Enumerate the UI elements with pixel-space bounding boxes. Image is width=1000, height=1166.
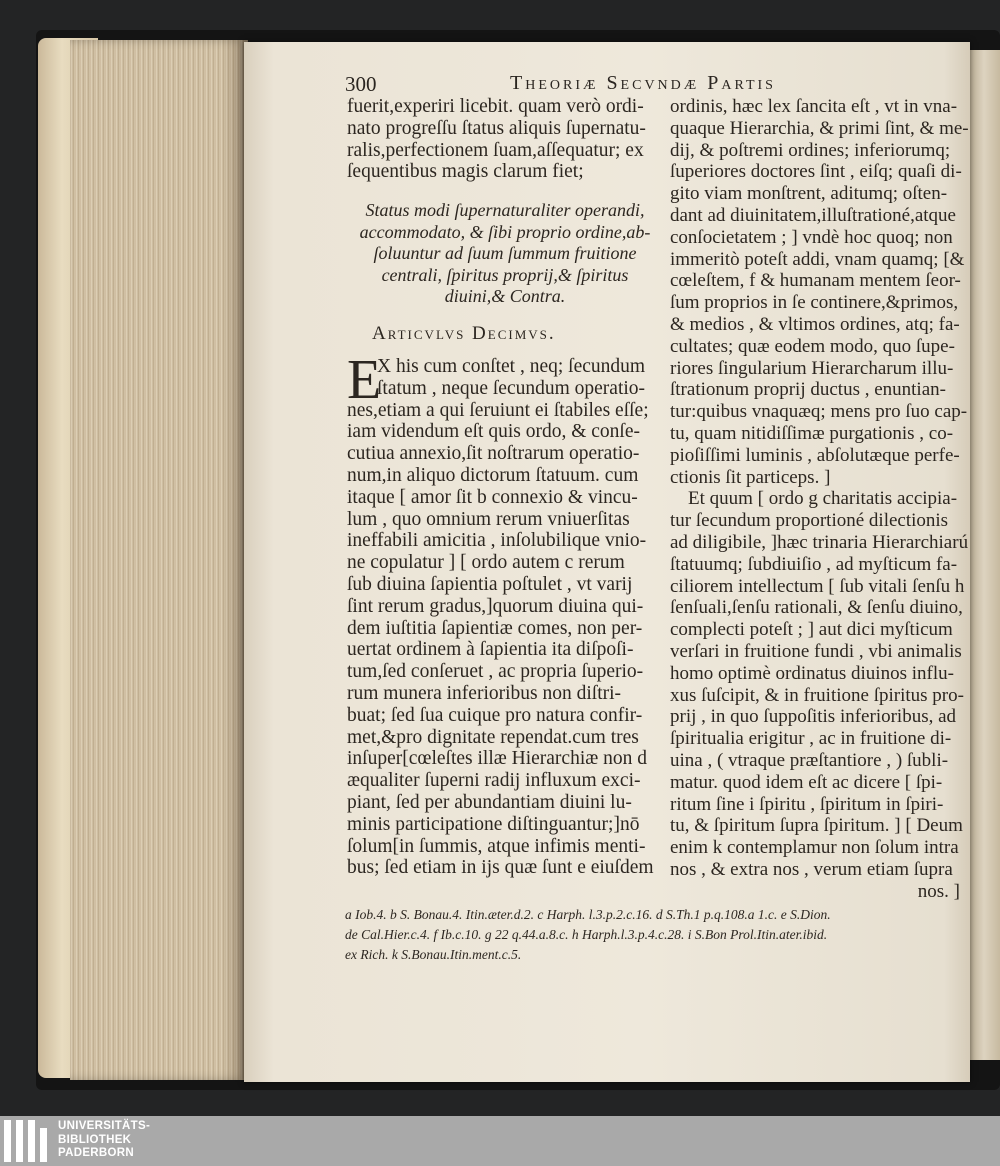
left-column-top [347,96,646,183]
text-line: ſenſuali,ſenſu rationali, & ſenſu diuino, [670,597,963,619]
text-line: nos. ] [917,880,960,902]
text-line: dij, & poſtremi ordines; inferiorumq; [670,139,951,161]
text-line: lum , quo omnium rerum vniuerſitas [347,508,630,530]
text-line: quaque Hierarchia, & primi ſint, & me- [670,117,969,139]
text-line: matur. quod idem eſt ac dicere [ ſpi- [670,771,943,793]
text-line: pioſiſſimi luminis , abſolutæque perfe- [670,444,960,466]
text-line: piant, ſed per abundantiam diuini lu- [347,791,632,813]
text-line: tum,ſed conſeruet , ac propria ſuperio- [347,661,644,683]
library-footer [0,1116,1000,1166]
text-line: homo optimè ordinatus diuinos influ- [670,662,954,684]
library-logo-icon [4,1120,48,1162]
right-column [670,96,969,902]
text-line: ad diligibile, ]hæc trinaria Hierarchiarú [670,531,969,553]
summary-line: accommodato, & ſibi proprio ordine,ab- [359,221,651,242]
text-line: rum munera inferioribus non diſtri- [347,682,622,704]
text-line: æqualiter ſuperni radij influxum exci- [347,770,641,792]
footnote-line: ex Rich. k S.Bonau.Itin.ment.c.5. [345,947,522,962]
text-line: cutiua annexio,ſit noſtrarum operatio- [347,443,640,465]
summary-line: ſoluuntur ad ſuum ſummum fruitione [373,243,637,263]
text-line: dant ad diuinitatem,illuſtrationé,atque [670,204,956,226]
text-line: tur:quibus vnaquæq; mens pro ſuo cap- [670,401,968,423]
text-line: met,&pro dignitate rependat.cum tres [347,726,639,748]
text-line: ſpiritualia erigitur , ac in fruitione di- [670,728,952,750]
text-line: ſuperiores doctores ſint , eiſq; quaſi di- [670,161,962,183]
page-number: 300 [345,72,377,96]
text-line: xus ſuſcipit, & in fruitione ſpiritus pro- [670,684,964,706]
text-line: complecti poteſt ; ] aut dici myſticum [670,619,953,641]
footnote-line: a Iob.4. b S. Bonau.4. Itin.æter.d.2. c Harph. l.3.p.2.c.16. d S.Th.1 p.q.108.a 1.c. e S.Dion. [345,907,831,922]
text-line: minis participatione diſtinguantur;]nō [347,813,640,835]
footnote-line: de Cal.Hier.c.4. f Ib.c.10. g 22 q.44.a.8.c. h Harph.l.3.p.4.c.28. i S.Bon Prol.Itin.ater.ibid. [345,927,828,942]
text-line: ſint rerum gradus,]quorum diuina qui- [347,595,644,617]
text-line: ciliorem intellectum [ ſub vitali ſenſu h [670,575,965,597]
library-name-line: BIBLIOTHEK [58,1133,132,1146]
text-line: fuerit,experiri licebit. quam verò ordi- [347,96,644,117]
text-line: immeritò poteſt addi, vnam quamq; [& [670,248,965,270]
article-heading: Articvlvs Decimvs. [372,323,556,344]
text-line: conſocietatem ; ] vndè hoc quoq; non [670,226,953,248]
text-line: ſolum[in ſummis, atque infimis menti- [347,835,646,857]
text-line: dem iuſtitia ſapientiæ comes, non per- [347,617,643,639]
text-line: ne copulatur ] [ ordo autem c rerum [347,552,625,574]
summary-line: centrali, ſpiritus proprij,& ſpiritus [381,264,629,285]
text-line: uertat ordinem à ſapientia ita diſpoſi- [347,639,634,661]
text-line: cœleſtem, f & humanam mentem ſeor- [670,270,961,292]
text-line: enim k contemplamur non ſolum intra [670,837,959,859]
text-line: num,in aliquo dictorum ſtatuum. cum [347,464,639,486]
text-line: X his cum conſtet , neq; ſecundum [377,356,646,377]
text-line: ſum proprios in ſe continere,&primos, [670,292,959,314]
summary-line: Status modi ſupernaturaliter operandi, [365,200,645,220]
text-line: prij , in quo ſuppoſitis inferioribus, ad [670,706,957,728]
running-title: Theoriæ Secvndæ Partis [510,72,776,94]
text-line: nos , & extra nos , verum etiam ſupra [670,858,953,880]
text-line: tu, quam nitidiſſimæ purgationis , co- [670,422,954,444]
text-line: ſtatuumq; ſubdiuiſio , ad myſticum fa- [670,553,958,575]
text-line: tur ſecundum proportioné dilectionis [670,510,949,532]
summary-line: diuini,& Contra. [444,286,566,306]
text-line: ralis,perfectionem ſuam,aſſequatur; ex [347,139,644,161]
text-line: iam videndum eſt quis ordo, & conſe- [347,421,640,443]
drop-cap: E [347,349,382,411]
text-line: ritum ſine i ſpiritu , ſpiritum in ſpiri- [670,793,944,815]
text-line: itaque [ amor ſit b connexio & vincu- [347,486,638,508]
article-summary [350,200,660,308]
facing-page-edge [968,50,1000,1060]
text-line: verſari in fruitione fundi , vbi animalis [670,640,962,662]
text-line: ſtatum , neque ſecundum operatio- [377,377,646,399]
text-line: ordinis, hæc lex ſancita eſt , vt in vna- [670,96,958,117]
text-line: nato progreſſu ſtatus aliquis ſupernatu- [347,117,646,139]
text-line: bus; ſed etiam in ijs quæ ſunt e eiuſdem [347,857,654,879]
text-line: gito viam monſtrent, aditumq; oſten- [670,183,948,205]
library-name-line: PADERBORN [58,1147,134,1159]
text-line: ineffabili amicitia , inſolubilique vnio- [347,530,647,552]
text-line: Et quum [ ordo g charitatis accipia- [688,488,958,510]
left-column-body [347,349,654,879]
text-line: cultates; quæ eodem modo, quo ſupe- [670,335,955,357]
text-line: nes,etiam a qui ſeruiunt ei ſtabiles eſſe; [347,399,649,421]
text-line: & medios , & vltimos ordines, atq; fa- [670,313,960,335]
text-line: inſuper[cœleſtes illæ Hierarchiæ non d [347,748,648,770]
text-line: riores ſingularium Hierarcharum illu- [670,357,954,379]
library-name-line: UNIVERSITÄTS- [58,1120,151,1132]
text-line: ſequentibus magis clarum fiet; [347,161,584,183]
text-line: buat; ſed ſua cuique pro natura confir- [347,704,643,726]
text-line: ctionis ſit particeps. ] [670,466,831,488]
text-line: uina , ( vtraque præſtantiore , ) ſubli- [670,749,949,771]
text-line: tu, & ſpiritum ſupra ſpiritum. ] [ Deum [670,815,963,837]
library-name [58,1120,150,1161]
text-line: ſub diuina ſapientia poſtulet , vt varij [347,573,633,595]
footnotes [345,905,831,965]
text-line: ſtrationum proprij ductus , enuntian- [670,379,946,401]
